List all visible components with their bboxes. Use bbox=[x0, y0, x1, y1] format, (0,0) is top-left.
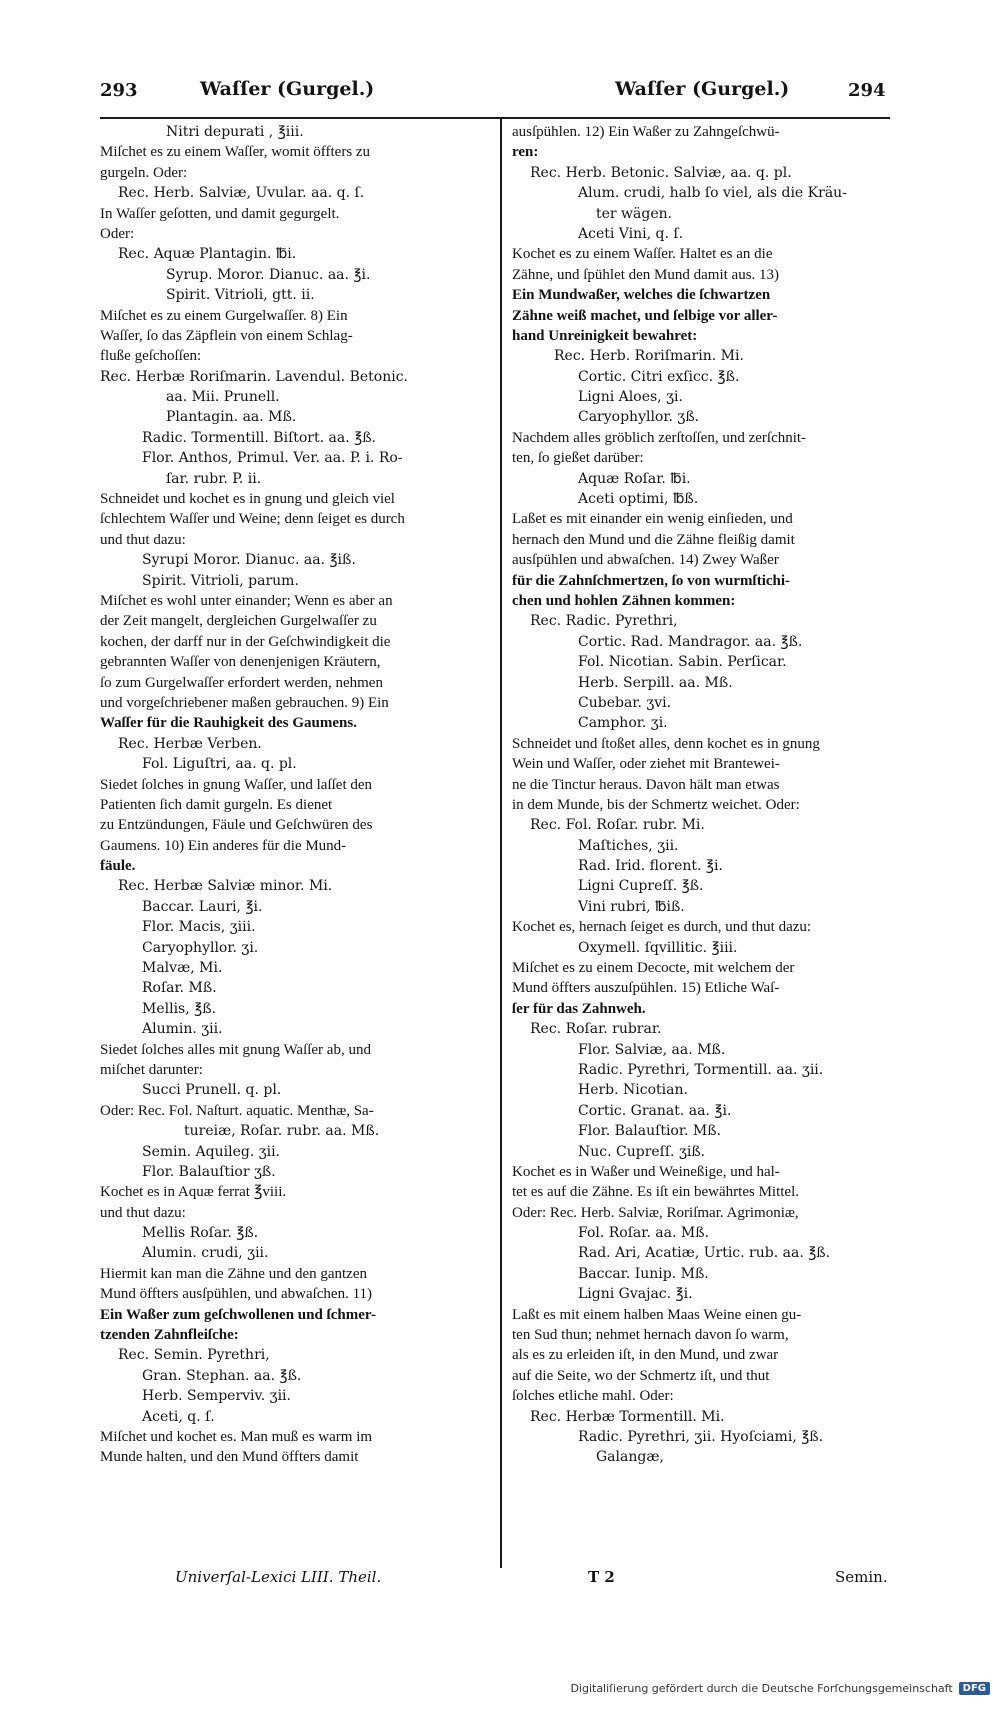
text-line: zu Entzündungen, Fäule und Geſchwüren des bbox=[100, 817, 373, 834]
text-line: Zähne weiß machet, und ſelbige vor aller- bbox=[512, 307, 778, 324]
text-line: Rec. Semin. Pyrethri, bbox=[118, 1347, 270, 1364]
text-line: Plantagin. aa. Mß. bbox=[166, 409, 297, 426]
text-line: ſar. rubr. P. ii. bbox=[166, 470, 262, 487]
footer-gathering-mark: T 2 bbox=[588, 1568, 615, 1586]
text-line: Waſſer, ſo das Zäpflein von einem Schlag- bbox=[100, 327, 353, 344]
text-line: auf die Seite, wo der Schmertz iſt, und thut bbox=[512, 1367, 770, 1384]
text-line: kochen, der darff nur in der Geſchwindigkeit die bbox=[100, 633, 391, 650]
text-line: Camphor. ʒi. bbox=[578, 715, 668, 732]
text-line: fäule. bbox=[100, 858, 136, 875]
text-line: Alumin. ʒii. bbox=[142, 1021, 223, 1038]
text-line: Miſchet es zu einem Gurgelwaſſer. 8) Ein bbox=[100, 307, 348, 324]
text-line: Baccar. Iunip. Mß. bbox=[578, 1265, 709, 1282]
text-line: und vorgeſchriebener maßen gebrauchen. 9) Ein bbox=[100, 694, 389, 711]
text-line: Syrupi Moror. Dianuc. aa. ℥iß. bbox=[142, 552, 356, 569]
text-line: Baccar. Lauri, ℥i. bbox=[142, 898, 263, 915]
text-line: Mund öffters ausſpühlen, und abwaſchen. 11) bbox=[100, 1286, 373, 1303]
dfg-logo: DFG bbox=[959, 1682, 990, 1695]
text-line: Miſchet es zu einem Waſſer, womit öffters zu bbox=[100, 144, 371, 161]
text-line: chen und hohlen Zähnen kommen: bbox=[512, 592, 736, 609]
text-line: Flor. Salviæ, aa. Mß. bbox=[578, 1041, 726, 1058]
text-line: Syrup. Moror. Dianuc. aa. ℥i. bbox=[166, 266, 371, 283]
left-page-number: 293 bbox=[100, 80, 138, 101]
text-line: Siedet ſolches alles mit gnung Waſſer ab, und bbox=[100, 1041, 371, 1058]
text-line: ausſpühlen und abwaſchen. 14) Zwey Waßer bbox=[512, 552, 779, 569]
text-line: Siedet ſolches in gnung Waſſer, und laſſet den bbox=[100, 776, 373, 793]
text-line: Vini rubri, ℔iß. bbox=[578, 898, 685, 915]
text-line: Galangæ, bbox=[596, 1449, 664, 1466]
text-line: Fol. Nicotian. Sabin. Perſicar. bbox=[578, 654, 787, 671]
text-line: tureiæ, Roſar. rubr. aa. Mß. bbox=[184, 1123, 380, 1140]
text-line: für die Zahnſchmertzen, ſo von wurmſtichi- bbox=[512, 572, 791, 589]
text-line: Flor. Macis, ʒiii. bbox=[142, 919, 256, 936]
text-line: tet es auf die Zähne. Es iſt ein bewährtes Mittel. bbox=[512, 1184, 799, 1201]
text-line: Kochet es zu einem Waſſer. Haltet es an die bbox=[512, 246, 773, 263]
text-line: Oder: Rec. Herb. Salviæ, Roriſmar. Agrimoniæ, bbox=[512, 1204, 799, 1221]
text-line: Cortic. Citri exſicc. ℥ß. bbox=[578, 368, 740, 385]
text-line: ter wägen. bbox=[596, 205, 673, 222]
text-line: Ligni Cupreſſ. ℥ß. bbox=[578, 878, 704, 895]
text-line: gebrannten Waſſer von denenjenigen Kräutern, bbox=[100, 654, 381, 671]
header-rule bbox=[100, 117, 890, 119]
text-line: Rec. Aquæ Plantagin. ℔i. bbox=[118, 246, 297, 263]
text-line: ten, ſo gießet darüber: bbox=[512, 450, 644, 467]
text-line: Radic. Pyrethri, ʒii. Hyoſciami, ℥ß. bbox=[578, 1429, 824, 1445]
text-line: miſchet darunter: bbox=[100, 1061, 203, 1078]
text-line: Succi Prunell. q. pl. bbox=[142, 1082, 282, 1099]
text-line: Rec. Herbæ Salviæ minor. Mi. bbox=[118, 878, 333, 895]
text-line: Ein Mundwaßer, welches die ſchwartzen bbox=[512, 287, 771, 304]
text-line: Rec. Herb. Roriſmarin. Mi. bbox=[554, 348, 744, 365]
text-line: Rec. Herb. Betonic. Salviæ, aa. q. pl. bbox=[530, 164, 792, 181]
text-line: Aceti Vini, q. ſ. bbox=[578, 225, 684, 242]
text-line: Oxymell. ſqvillitic. ℥iii. bbox=[578, 939, 738, 956]
text-line: Rec. Herbæ Verben. bbox=[118, 735, 262, 752]
text-line: Herb. Nicotian. bbox=[578, 1082, 688, 1099]
text-line: Kochet es in Aquæ ferrat ℥viii. bbox=[100, 1184, 287, 1201]
text-line: Munde halten, und den Mund öffters damit bbox=[100, 1449, 359, 1466]
text-line: ſer für das Zahnweh. bbox=[512, 1000, 646, 1017]
text-line: der Zeit mangelt, dergleichen Gurgelwaſſer zu bbox=[100, 613, 377, 630]
text-line: Kochet es, hernach ſeiget es durch, und thut dazu: bbox=[512, 919, 812, 936]
text-line: aa. Mii. Prunell. bbox=[166, 389, 280, 406]
text-line: ſchlechtem Waſſer und Weine; denn ſeiget es durch bbox=[100, 511, 405, 528]
text-line: ſo zum Gurgelwaſſer erfordert werden, nehmen bbox=[100, 674, 383, 691]
text-line: Hiermit kan man die Zähne und den gantzen bbox=[100, 1265, 367, 1282]
text-line: Mellis, ℥ß. bbox=[142, 1000, 217, 1017]
text-line: ausſpühlen. 12) Ein Waßer zu Zahngeſchwü- bbox=[512, 124, 780, 140]
text-line: Oder: Rec. Fol. Naſturt. aquatic. Menthæ, Sa- bbox=[100, 1102, 374, 1119]
text-line: Alum. crudi, halb ſo viel, als die Kräu- bbox=[578, 185, 847, 202]
text-line: Flor. Balauſtior ʒß. bbox=[142, 1163, 276, 1180]
text-line: Caryophyllor. ʒß. bbox=[578, 409, 700, 426]
text-line: Rec. Herb. Salviæ, Uvular. aa. q. ſ. bbox=[118, 185, 365, 202]
text-line: hernach den Mund und die Zähne fleißig damit bbox=[512, 531, 795, 548]
text-line: Spirit. Vitrioli, parum. bbox=[142, 572, 299, 589]
text-line: Herb. Serpill. aa. Mß. bbox=[578, 674, 733, 691]
text-line: und thut dazu: bbox=[100, 531, 186, 548]
text-line: Laßet es mit einander ein wenig einſieden, und bbox=[512, 511, 793, 528]
text-line: Cortic. Rad. Mandragor. aa. ℥ß. bbox=[578, 633, 803, 650]
text-line: Rec. Radic. Pyrethri, bbox=[530, 613, 678, 630]
text-line: Cubebar. ʒvi. bbox=[578, 694, 672, 711]
text-line: Gran. Stephan. aa. ℥ß. bbox=[142, 1367, 302, 1384]
text-line: Herb. Semperviv. ʒii. bbox=[142, 1388, 291, 1405]
text-line: Flor. Balauſtior. Mß. bbox=[578, 1123, 722, 1140]
text-line: fluße geſchoſſen: bbox=[100, 348, 202, 365]
text-line: und thut dazu: bbox=[100, 1204, 186, 1221]
text-line: Rad. Ari, Acatiæ, Urtic. rub. aa. ℥ß. bbox=[578, 1245, 831, 1262]
text-line: Miſchet es zu einem Decocte, mit welchem der bbox=[512, 960, 795, 977]
text-line: Rec. Fol. Roſar. rubr. Mi. bbox=[530, 817, 705, 834]
text-line: Radic. Pyrethri, Tormentill. aa. ʒii. bbox=[578, 1061, 824, 1078]
text-line: Aquæ Roſar. ℔i. bbox=[578, 470, 691, 487]
text-line: gurgeln. Oder: bbox=[100, 164, 188, 181]
text-line: Alumin. crudi, ʒii. bbox=[142, 1245, 269, 1262]
text-line: Spirit. Vitrioli, gtt. ii. bbox=[166, 287, 315, 304]
text-line: ne die Tinctur heraus. Davon hält man etwas bbox=[512, 776, 780, 793]
text-line: ſolches etliche mahl. Oder: bbox=[512, 1388, 674, 1405]
text-line: Laßt es mit einem halben Maas Weine einen gu- bbox=[512, 1306, 802, 1323]
text-line: Schneidet und kochet es in gnung und gleich viel bbox=[100, 491, 395, 508]
text-line: Wein und Waſſer, oder ziehet mit Brantewei- bbox=[512, 756, 780, 773]
text-line: Mellis Roſar. ℥ß. bbox=[142, 1225, 259, 1242]
right-column bbox=[512, 122, 892, 1468]
text-line: hand Unreinigkeit bewahret: bbox=[512, 327, 698, 344]
text-line: Semin. Aquileg. ʒii. bbox=[142, 1143, 281, 1160]
text-line: Rec. Herbæ Tormentill. Mi. bbox=[530, 1408, 725, 1425]
text-line: Aceti, q. ſ. bbox=[142, 1408, 215, 1425]
footer-signature: Univerſal-Lexici LIII. Theil. bbox=[175, 1568, 382, 1586]
text-line: Kochet es in Waßer und Weineßige, und hal- bbox=[512, 1163, 780, 1180]
text-line: Waſſer für die Rauhigkeit des Gaumens. bbox=[100, 715, 357, 732]
text-line: Rec. Roſar. rubrar. bbox=[530, 1021, 662, 1038]
text-line: Flor. Anthos, Primul. Ver. aa. P. i. Ro- bbox=[142, 450, 403, 467]
left-column bbox=[100, 122, 510, 1468]
text-line: Cortic. Granat. aa. ℥i. bbox=[578, 1102, 732, 1119]
text-line: Radic. Tormentill. Biſtort. aa. ℥ß. bbox=[142, 429, 377, 446]
text-line: ten Sud thun; nehmet hernach davon ſo warm, bbox=[512, 1327, 789, 1344]
text-line: als es zu erleiden iſt, in den Mund, und zwar bbox=[512, 1347, 779, 1364]
text-line: Nitri depurati , ℥iii. bbox=[166, 124, 304, 140]
text-line: Schneidet und ſtoßet alles, denn kochet es in gnung bbox=[512, 735, 820, 752]
text-line: Ligni Gvajac. ℥i. bbox=[578, 1286, 693, 1303]
text-line: Fol. Liguſtri, aa. q. pl. bbox=[142, 756, 297, 773]
text-line: Miſchet und kochet es. Man muß es warm im bbox=[100, 1429, 373, 1445]
text-line: Nachdem alles gröblich zerſtoſſen, und zerſchnit- bbox=[512, 429, 807, 446]
text-line: Mund öffters auszuſpühlen. 15) Etliche Waſ- bbox=[512, 980, 780, 997]
text-line: Ein Waßer zum geſchwollenen und ſchmer- bbox=[100, 1306, 376, 1323]
digitization-credit bbox=[570, 1682, 990, 1695]
right-page-number: 294 bbox=[848, 80, 886, 101]
text-line: in dem Munde, bis der Schmertz weichet. Oder: bbox=[512, 796, 800, 813]
right-running-title: Waſſer (Gurgel.) bbox=[615, 78, 790, 100]
credit-text: Digitaliſierung gefördert durch die Deutsche Forſchungsgemeinschaft bbox=[570, 1682, 953, 1695]
text-line: Oder: bbox=[100, 225, 135, 242]
text-line: Fol. Roſar. aa. Mß. bbox=[578, 1225, 710, 1242]
left-running-title: Waſſer (Gurgel.) bbox=[200, 78, 375, 100]
text-line: Nuc. Cupreſſ. ʒiß. bbox=[578, 1143, 706, 1160]
text-line: Patienten ſich damit gurgeln. Es dienet bbox=[100, 796, 333, 813]
text-line: Caryophyllor. ʒi. bbox=[142, 939, 259, 956]
text-line: Malvæ, Mi. bbox=[142, 960, 223, 977]
text-line: Miſchet es wohl unter einander; Wenn es aber an bbox=[100, 592, 393, 609]
text-line: Gaumens. 10) Ein anderes für die Mund- bbox=[100, 837, 347, 854]
text-line: Rad. Irid. florent. ℥i. bbox=[578, 858, 723, 875]
text-line: ren: bbox=[512, 144, 539, 161]
text-line: Ligni Aloes, ʒi. bbox=[578, 389, 683, 406]
text-line: Roſar. Mß. bbox=[142, 980, 217, 997]
text-line: Rec. Herbæ Roriſmarin. Lavendul. Betonic. bbox=[100, 368, 408, 385]
text-line: Aceti optimi, ℔ß. bbox=[578, 491, 699, 508]
text-line: tzenden Zahnfleiſche: bbox=[100, 1327, 239, 1344]
text-line: In Waſſer geſotten, und damit gegurgelt. bbox=[100, 205, 340, 222]
footer-catchword: Semin. bbox=[835, 1568, 888, 1586]
text-line: Zähne, und ſpühlet den Mund damit aus. 13) bbox=[512, 266, 780, 283]
text-line: Maſtiches, ʒii. bbox=[578, 837, 679, 854]
